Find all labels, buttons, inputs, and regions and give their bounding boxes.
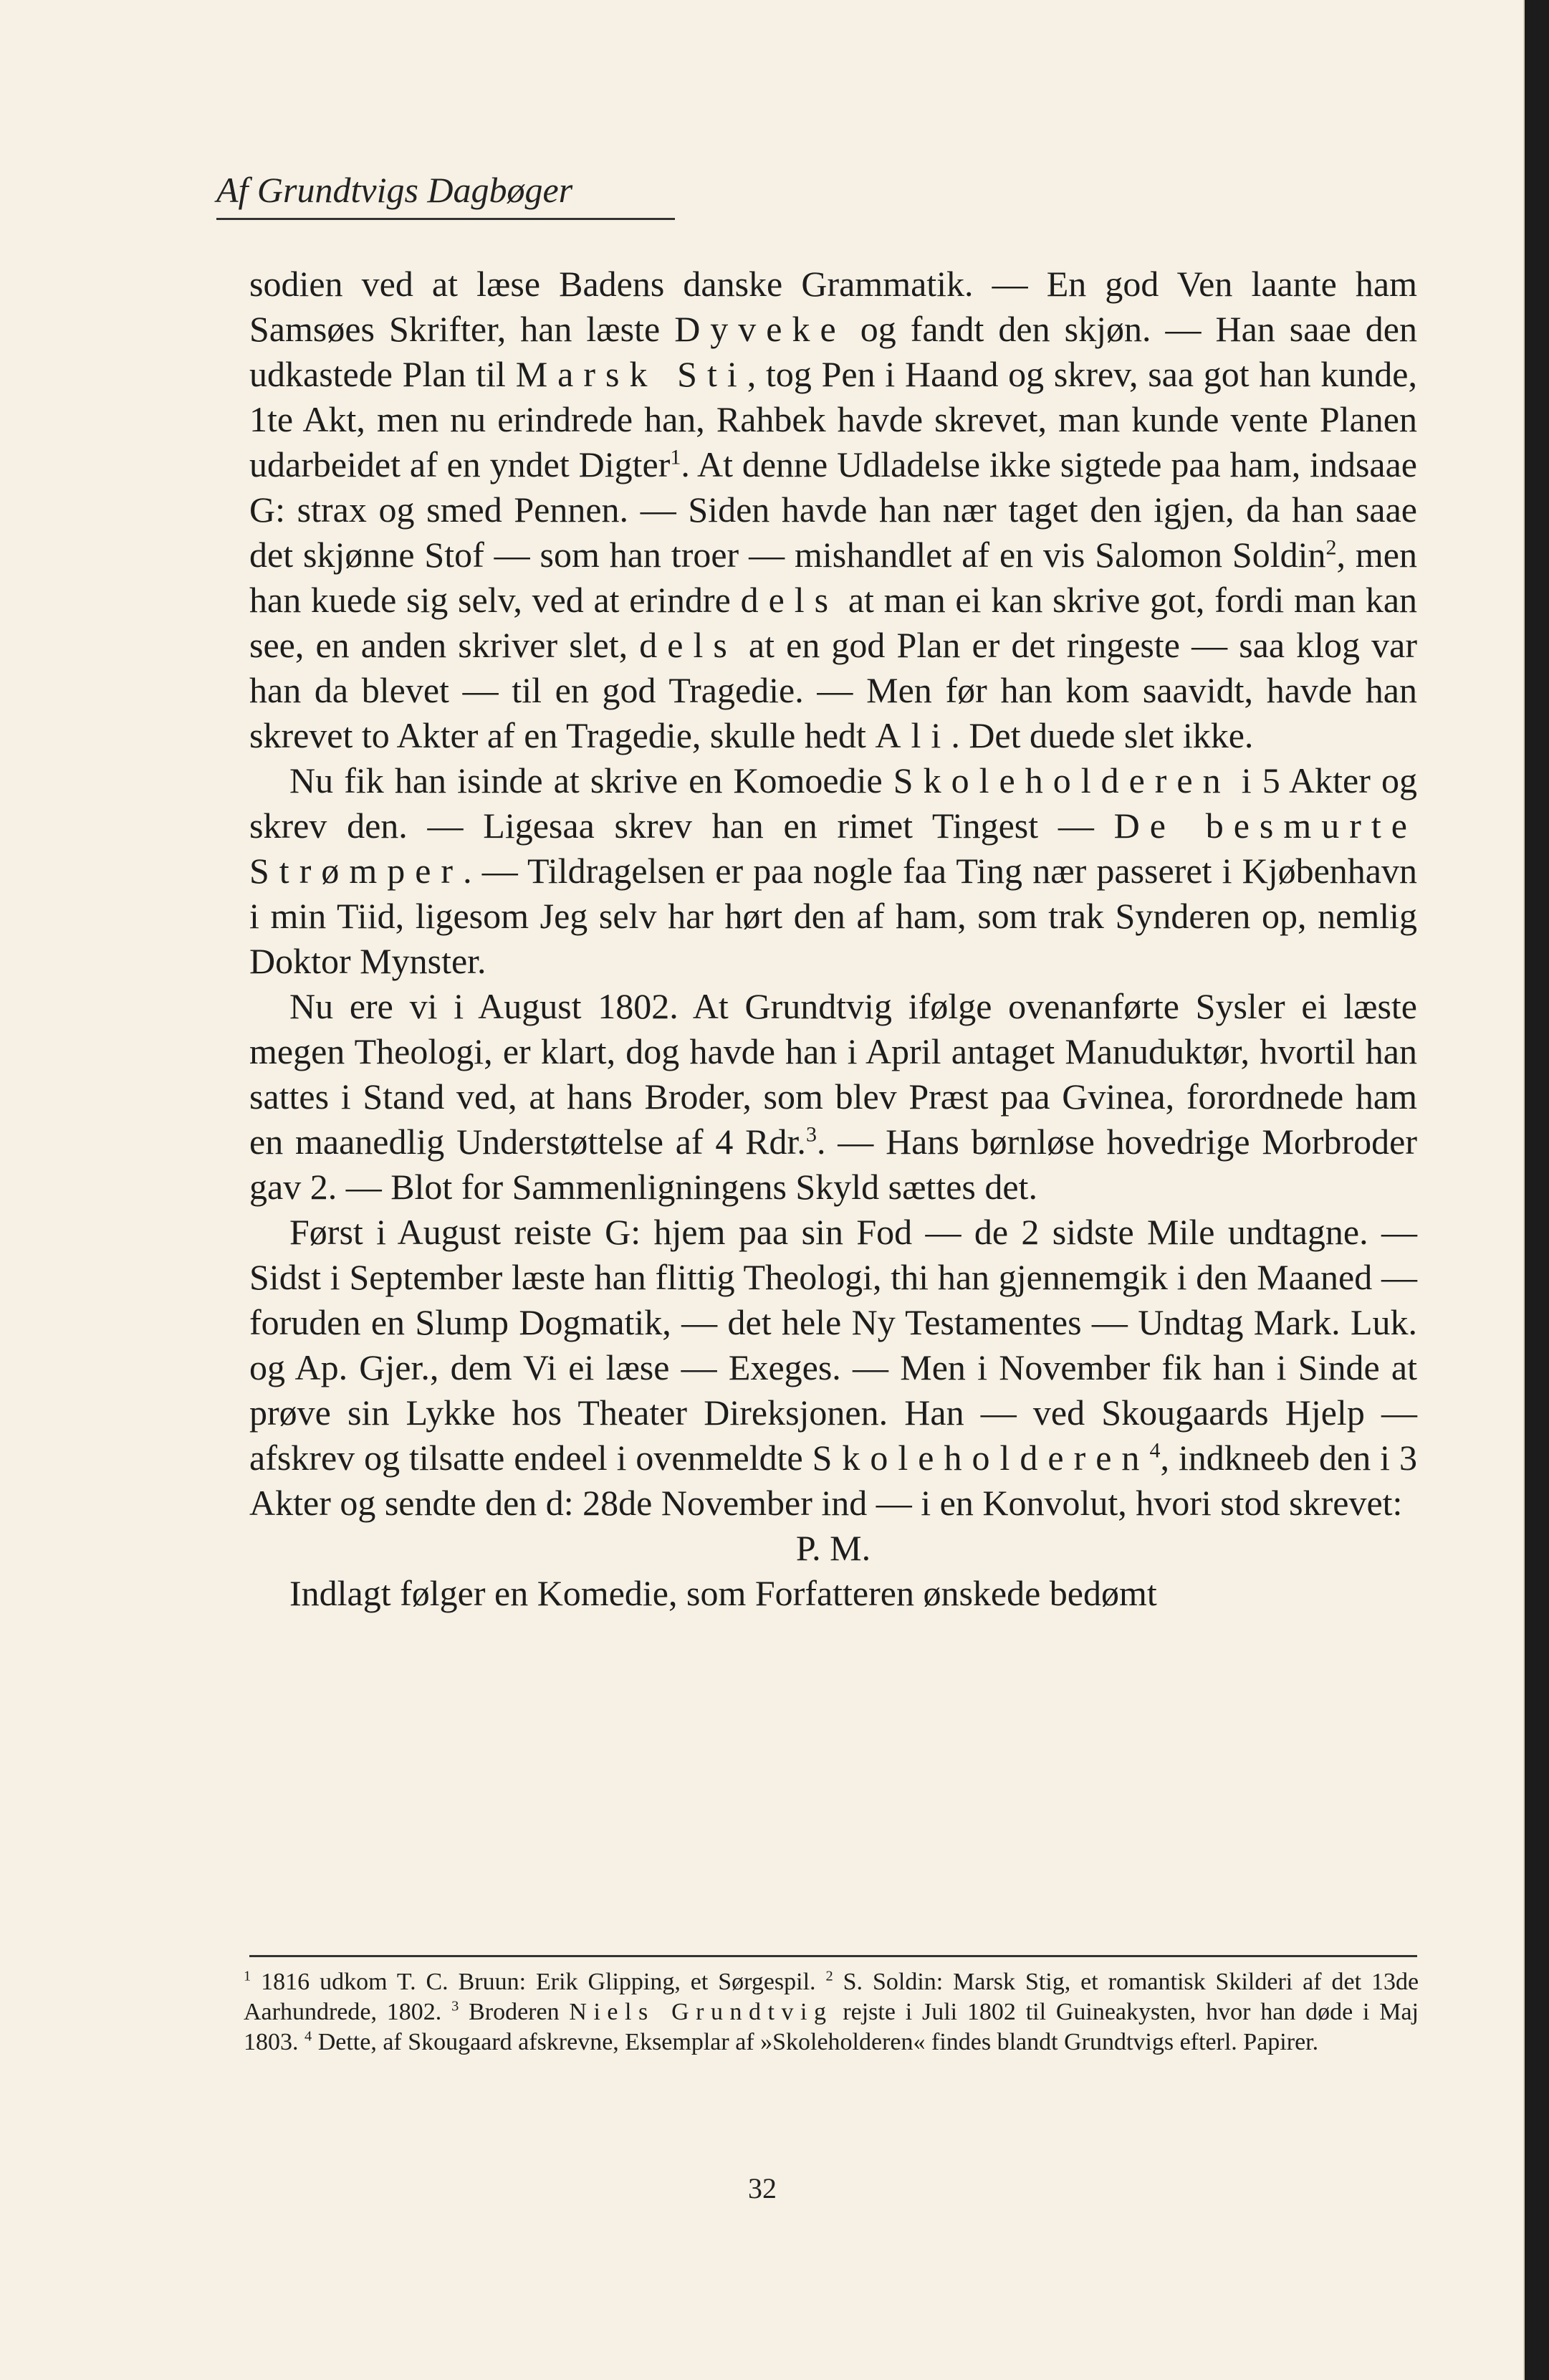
footnote-ref-3: 3	[805, 1122, 817, 1147]
spaced-word: dels	[639, 625, 737, 665]
footnote-number: 2	[825, 1968, 833, 1984]
text-run: . Det duede slet ikke.	[951, 715, 1254, 755]
paragraph-3	[249, 984, 1417, 1210]
footnote-2: S. Soldin: Marsk Stig, et romantisk Skilderi af det 13de Aarhundrede, 1802.	[244, 1969, 1419, 2025]
text-run: , men han kuede sig selv, ved at erindre	[249, 535, 1417, 620]
spaced-title: De besmurte Strømper	[249, 806, 1418, 891]
text-run: , indkneeb den i 3 Akter og sendte den d: 28de November ind — i en Konvolut, hvori stod skrevet:	[249, 1438, 1417, 1523]
paragraph-4	[249, 1210, 1417, 1526]
text-run: . — Hans børnløse hovedrige Morbroder gav 2. — Blot for Sammenligningens Skyld sættes det.	[249, 1122, 1417, 1207]
footnote-1: 1816 udkom T. C. Bruun: Erik Glipping, et Sørgespil.	[261, 1969, 816, 1995]
footnote-number: 3	[451, 1998, 459, 2015]
footnote-ref-4: 4	[1149, 1438, 1161, 1463]
text-run: at man ei kan skrive got, fordi man kan see, en anden skriver slet,	[249, 580, 1418, 665]
text-run: Nu ere vi i August 1802. At Grundtvig ifølge ovenanførte Sysler ei læste megen Theologi, er klart, dog havde han i April antaget Manuduktør, hvortil han sattes i Stand ved, at hans Broder, som blev Præst paa Gvinea, forordnede ham en maanedlig Understøttelse af 4 Rdr.	[249, 986, 1417, 1162]
spaced-title: Dyveke	[674, 309, 846, 349]
footnote-ref-2: 2	[1325, 535, 1337, 560]
body-text	[249, 262, 1417, 1616]
paragraph-5: Indlagt følger en Komedie, som Forfatteren ønskede bedømt	[289, 1573, 1157, 1613]
footnote-ref-1: 1	[670, 445, 681, 469]
text-run: , tog Pen i Haand og skrev, saa got han kunde, 1te Akt, men nu erindrede han, Rahbek havde skrevet, man kunde vente Planen udarbeidet af en yndet Digter	[249, 354, 1417, 484]
spaced-name: Niels Grundtvig	[569, 1999, 833, 2025]
footnote-3-cont: rejste i Juli 1802 til Guineakysten, hvor han døde i Maj 1803.	[244, 1999, 1419, 2055]
text-run: sodien ved at læse Badens danske Grammatik. — En god Ven laante ham Samsøes Skrifter, han læste	[249, 264, 1417, 349]
text-run: i 5 Akter og skrev den. — Ligesaa skrev han en rimet Tingest —	[249, 760, 1417, 846]
footnote-divider	[249, 1955, 1417, 1957]
paragraph-2	[249, 758, 1417, 984]
footnote-number: 1	[244, 1968, 251, 1984]
spaced-title: Ali	[875, 715, 951, 755]
spaced-word: dels	[740, 580, 839, 620]
footnote-block	[244, 1967, 1419, 2058]
footnote-4: Dette, af Skougaard afskrevne, Eksemplar af »Skoleholderen« findes blandt Grundtvigs efterl. Papirer.	[317, 2029, 1319, 2055]
footnote-3: Broderen	[469, 1999, 570, 2025]
text-run: at en god Plan er det ringeste — saa klog var han da blevet — til en god Tragedie. — Men før han kom saavidt, havde han skrevet to Akter af en Tragedie, skulle hedt	[249, 625, 1417, 755]
text-run: . — Tildragelsen er paa nogle faa Ting nær passeret i Kjøbenhavn i min Tiid, ligesom Jeg selv har hørt den af ham, som trak Synderen op, nemlig Doktor Mynster.	[249, 851, 1417, 981]
text-run: og fandt den skjøn. — Han saae den udkastede Plan til	[249, 309, 1417, 394]
pm-heading: P. M.	[795, 1528, 871, 1568]
text-run: Først i August reiste G: hjem paa sin Fod — de 2 sidste Mile undtagne. — Sidst i September læste han flittig Theologi, thi han gjennemgik i den Maaned — foruden en Slump Dogmatik, — det hele Ny Testamentes — Undtag Mark. Luk. og Ap. Gjer., dem Vi ei læse — Exeges. — Men i November fik han i Sinde at prøve sin Lykke hos Theater Direksjonen. Han — ved Skougaards Hjelp — afskrev og tilsatte endeel i ovenmeldte	[249, 1212, 1417, 1478]
spaced-title: Skoleholderen	[812, 1438, 1150, 1478]
spaced-title: Skoleholderen	[893, 760, 1231, 800]
footnote-number: 4	[304, 2028, 312, 2045]
paragraph-1	[249, 262, 1417, 758]
footnotes	[244, 1967, 1419, 2058]
page-number: 32	[748, 2172, 777, 2204]
text-run: . At denne Udladelse ikke sigtede paa ham, indsaae G: strax og smed Pennen. — Siden havde han nær taget den igjen, da han saae det skjønne Stof — som han troer — mishandlet af en vis Salomon Soldin	[249, 444, 1417, 575]
running-head: Af Grundtvigs Dagbøger	[216, 169, 675, 220]
text-run: Nu fik han isinde at skrive en Komoedie	[289, 760, 893, 800]
spaced-title: Marsk Sti	[515, 354, 747, 394]
